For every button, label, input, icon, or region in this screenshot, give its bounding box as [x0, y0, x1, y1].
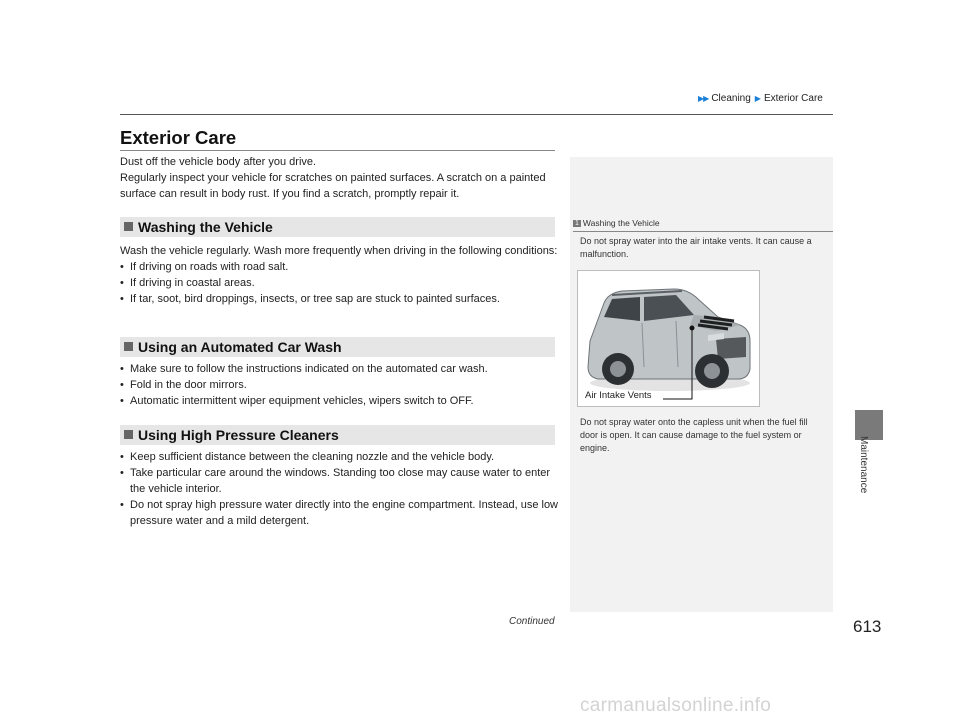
section-heading-pressure	[120, 425, 555, 445]
breadcrumb	[698, 93, 823, 104]
figure-callout-label: Air Intake Vents	[585, 390, 652, 401]
side-note-text: Do not spray water into the air intake vents. It can cause a malfunction.	[580, 236, 812, 259]
side-note-heading	[573, 218, 660, 228]
watermark: carmanualsonline.info	[580, 695, 772, 716]
intro-text	[120, 154, 560, 202]
section-heading-text: Washing the Vehicle	[138, 219, 273, 235]
section-heading-text: Using an Automated Car Wash	[138, 339, 342, 355]
list-item: • If tar, soot, bird droppings, insects, or tree sap are stuck to painted surfaces.	[120, 291, 560, 307]
side-note-text: Do not spray water onto the capless unit when the fuel fill door is open. It can cause damage to the fuel system or engine.	[580, 417, 808, 453]
side-note-heading-text: Washing the Vehicle	[582, 218, 660, 228]
list-item: • If driving on roads with road salt.	[120, 259, 560, 275]
car-drawing	[578, 271, 759, 406]
side-note-divider	[573, 231, 833, 232]
intro-line: Dust off the vehicle body after you drive.	[120, 156, 317, 168]
square-bullet-icon	[124, 222, 133, 231]
list-item: • If driving in coastal areas.	[120, 275, 560, 291]
pressure-content	[120, 449, 560, 529]
section-heading-text: Using High Pressure Cleaners	[138, 427, 339, 443]
list-item: • Keep sufficient distance between the cleaning nozzle and the vehicle body.	[120, 449, 560, 465]
list-item: • Fold in the door mirrors.	[120, 377, 560, 393]
washing-text: Wash the vehicle regularly. Wash more frequently when driving in the following conditions:	[120, 245, 558, 257]
title-divider	[120, 150, 555, 151]
car-illustration	[577, 270, 760, 407]
chapter-tab-label	[849, 436, 889, 511]
reference-marker-icon: 1	[575, 220, 579, 227]
header-divider	[120, 114, 833, 115]
square-bullet-icon	[124, 342, 133, 351]
page-title: Exterior Care	[120, 127, 237, 148]
list-item: • Make sure to follow the instructions indicated on the automated car wash.	[120, 361, 560, 377]
breadcrumb-level1[interactable]: Cleaning	[711, 93, 751, 104]
page-number: 613	[853, 617, 882, 636]
washing-list	[120, 259, 560, 307]
automated-list	[120, 361, 560, 409]
list-item: • Automatic intermittent wiper equipment vehicles, wipers switch to OFF.	[120, 393, 560, 409]
continued-label: Continued	[509, 616, 555, 627]
washing-content	[120, 243, 560, 307]
square-bullet-icon	[124, 430, 133, 439]
chapter-tab-text: Maintenance	[858, 436, 869, 494]
breadcrumb-arrow-icon: ▶	[754, 94, 761, 103]
intro-line: Regularly inspect your vehicle for scratches on painted surfaces. A scratch on a painted surface can result in body rust. If you find a scratch, promptly repair it.	[120, 172, 546, 200]
breadcrumb-level2[interactable]: Exterior Care	[763, 93, 823, 104]
list-item: • Take particular care around the windows. Standing too close may cause water to enter the vehicle interior.	[120, 465, 560, 497]
section-heading-automated	[120, 337, 555, 357]
section-heading-washing	[120, 217, 555, 237]
breadcrumb-arrow-icon: ▶▶	[698, 94, 709, 103]
list-item: • Do not spray high pressure water directly into the engine compartment. Instead, use low pressure water and a mild detergent.	[120, 497, 560, 529]
pressure-list	[120, 449, 560, 529]
automated-content	[120, 361, 560, 409]
